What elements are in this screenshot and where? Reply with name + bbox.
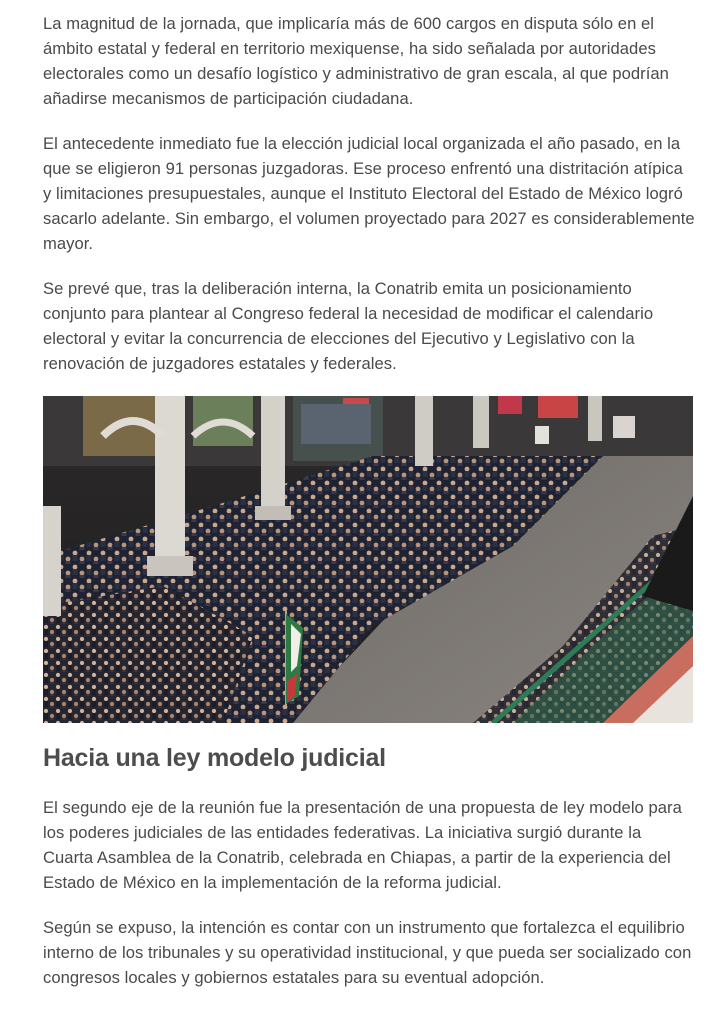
article-photo [43,396,693,723]
ceremony-courtyard-photo [43,396,693,723]
article-paragraph: Según se expuso, la intención es contar con un instrumento que fortalezca el equilibrio interno de los tribunales y su operatividad institucional, y que pueda ser socializado con congresos locales y gobiernos estatales para su eventual adopción. [43,918,692,987]
section-heading: Hacia una ley modelo judicial [43,744,386,772]
article-paragraph: Se prevé que, tras la deliberación interna, la Conatrib emita un posicionamiento conjunto para plantear al Congreso federal la necesidad de modificar el calendario electoral y evitar la concurrencia de elecciones del Ejecutivo y Legislativo con la renovación de juzgadores estatales y federales. [43,279,654,373]
article-paragraph: El segundo eje de la reunión fue la presentación de una propuesta de ley modelo para los poderes judiciales de las entidades federativas. La iniciativa surgió durante la Cuarta Asamblea de la Conatrib, celebrada en Chiapas, a partir de la experiencia del Estado de México en la implementación de la reforma judicial. [43,798,682,892]
article-paragraph: El antecedente inmediato fue la elección judicial local organizada el año pasado, en la que se eligieron 91 personas juzgadoras. Ese proceso enfrentó una distritación atípica y limitaciones presupuestales, aunque el Instituto Electoral del Estado de México logró sacarlo adelante. Sin embargo, el volumen proyectado para 2027 es considerablemente mayor. [43,134,695,253]
article-paragraph: La magnitud de la jornada, que implicaría más de 600 cargos en disputa sólo en el ámbito estatal y federal en territorio mexiquense, ha sido señalada por autoridades electorales como un desafío logístico y administrativo de gran escala, al que podrían añadirse mecanismos de participación ciudadana. [43,14,669,108]
